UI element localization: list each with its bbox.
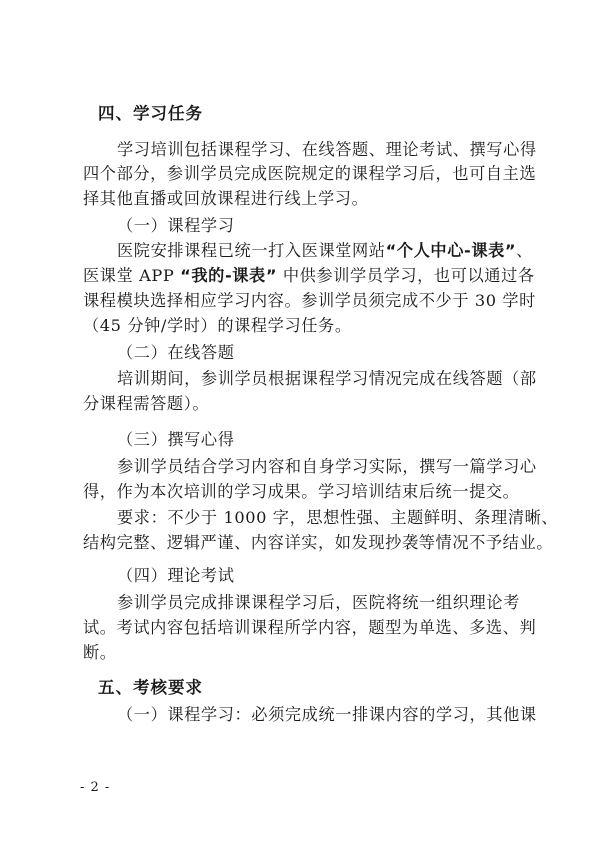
paragraph-line: 分课程需答题）。 — [83, 394, 210, 413]
paragraph-line: 培训期间，参训学员根据课程学习情况完成在线答题（部 — [117, 369, 537, 388]
bold-text-run: “个人中心-课表” — [385, 241, 517, 260]
text-run: 医院安排课程已统一打入医课堂网站 — [117, 241, 386, 260]
text-run: 医课堂 APP — [83, 266, 175, 285]
bold-text-run: “我的-课表” — [180, 266, 278, 285]
paragraph-line: 得，作为本次培训的学习成果。学习培训结束后统一提交。 — [83, 482, 520, 501]
paragraph-line: 课程模块选择相应学习内容。参训学员须完成不少于 30 学时 — [83, 291, 536, 310]
paragraph-line: 试。考试内容包括培训课程所学内容，题型为单选、多选、判 — [83, 618, 537, 637]
section-4-heading: 四、学习任务 — [98, 104, 203, 123]
paragraph-line: 择其他直播或回放课程进行线上学习。 — [83, 189, 369, 208]
paragraph-line: 学习培训包括课程学习、在线答题、理论考试、撰写心得 — [117, 140, 537, 159]
subsection-4-heading: （四）理论考试 — [117, 566, 235, 585]
paragraph-line: （一）课程学习：必须完成统一排课内容的学习，其他课 — [117, 705, 537, 724]
subsection-2-heading: （二）在线答题 — [117, 343, 235, 362]
subsection-3-heading: （三）撰写心得 — [117, 430, 235, 449]
paragraph-line: 四个部分，参训学员完成医院规定的课程学习后，也可自主选 — [83, 164, 537, 183]
page-number: - 2 - — [80, 780, 111, 795]
paragraph-line: 参训学员结合学习内容和自身学习实际，撰写一篇学习心 — [117, 457, 537, 476]
paragraph-line: 要求：不少于 1000 字，思想性强、主题鲜明、条理清晰、 — [117, 508, 559, 527]
text-run: 、 — [516, 241, 533, 260]
paragraph-line: 断。 — [83, 643, 117, 662]
paragraph-line — [0, 266, 600, 286]
section-5-heading: 五、考核要求 — [98, 678, 203, 697]
paragraph-line: 结构完整、逻辑严谨、内容详实，如发现抄袭等情况不予结业。 — [83, 533, 554, 552]
subsection-1-heading: （一）课程学习 — [117, 216, 235, 235]
text-run: 中供参训学员学习，也可以通过各 — [282, 266, 535, 285]
paragraph-line: （45 分钟/学时）的课程学习任务。 — [83, 316, 352, 335]
paragraph-line: 参训学员完成排课课程学习后，医院将统一组织理论考 — [117, 593, 520, 612]
paragraph-line — [0, 241, 600, 261]
